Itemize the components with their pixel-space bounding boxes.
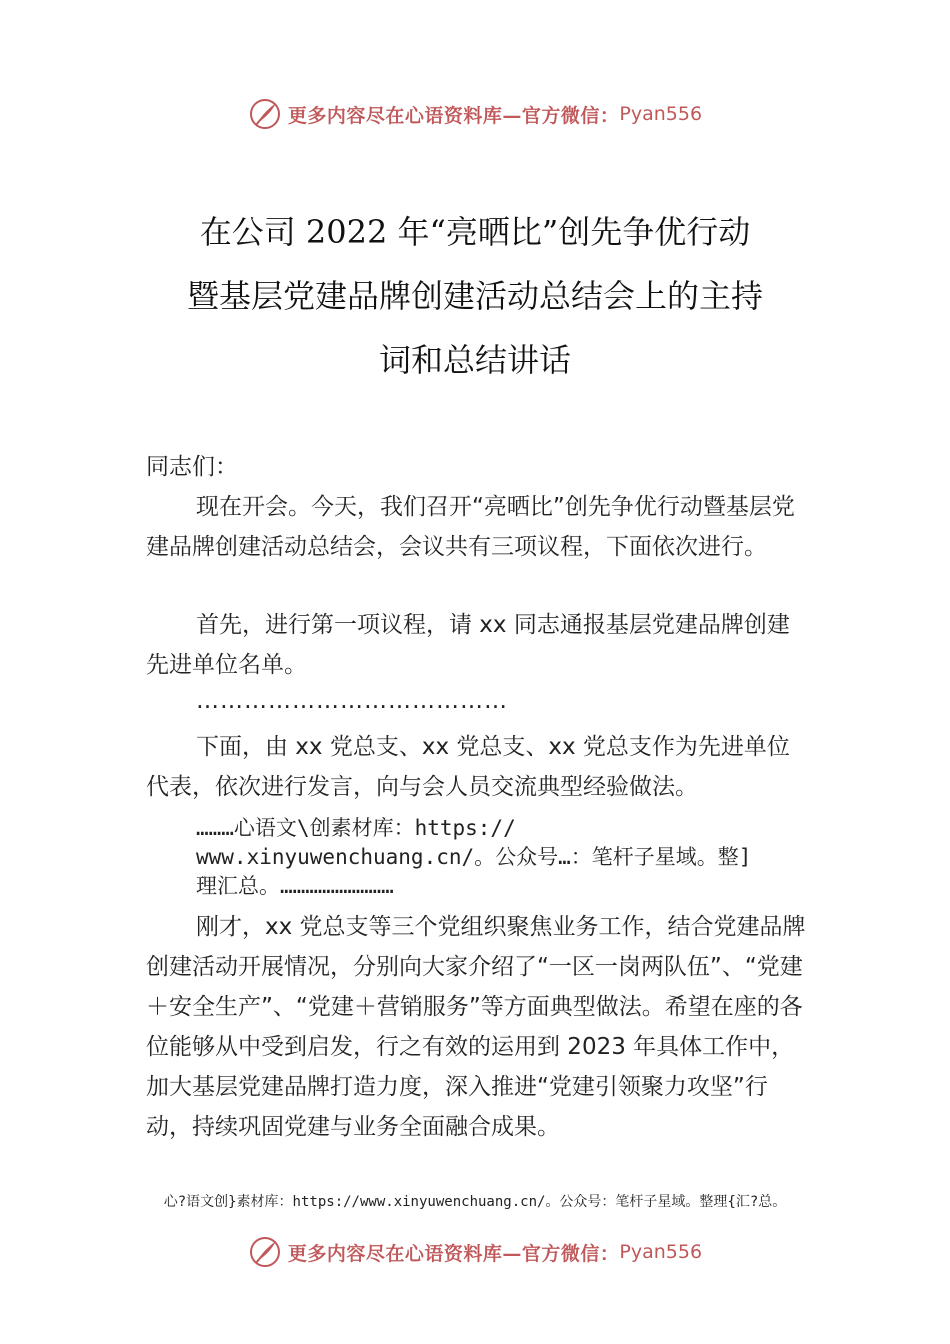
paragraph-3: 下面，由 xx 党总支、xx 党总支、xx 党总支作为先进单位代表，依次进行发言，向与会人员交流典型经验做法。 — [146, 734, 790, 800]
source-line-2: www.xinyuwenchuang.cn/。公众号…：笔杆子星域。整] — [196, 845, 752, 869]
footer-source-note: 心?语文创}素材库：https://www.xinyuwenchuang.cn/。公众号：笔杆子星域。整理{汇?总。 — [163, 1194, 787, 1210]
document-title — [120, 200, 830, 392]
source-line-3: 理汇总。……………………… — [196, 874, 394, 898]
title-line-3: 词和总结讲话 — [378, 341, 571, 379]
header-wechat-id: Pyan556 — [619, 103, 703, 125]
title-line-1: 在公司 2022 年“亮晒比”创先争优行动 — [199, 213, 751, 251]
header-banner-text: 更多内容尽在心语资料库—官方微信： — [287, 104, 620, 127]
quill-logo-icon — [248, 1235, 282, 1269]
source-line-1: ………心语文\创素材库：https:// — [196, 816, 516, 840]
footer-wechat-id: Pyan556 — [619, 1241, 703, 1263]
paragraph-4: 刚才，xx 党总支等三个党组织聚焦业务工作，结合党建品牌创建活动开展情况，分别向大家介绍了“一区一岗两队伍”、“党建＋安全生产”、“党建＋营销服务”等方面典型做法。希望在座的各位能够从中受到启发，行之有效的运用到 2023 年具体工作中，加大基层党建品牌打造力度，深入推进“党建引领聚力攻坚”行动，持续巩固党建与业务全面融合成果。 — [146, 914, 806, 1140]
footer-banner-text: 更多内容尽在心语资料库—官方微信： — [287, 1242, 620, 1265]
greeting: 同志们： — [146, 454, 238, 480]
source-note — [196, 814, 826, 901]
title-line-2: 暨基层党建品牌创建活动总结会上的主持 — [186, 277, 763, 315]
paragraph-1: 现在开会。今天，我们召开“亮晒比”创先争优行动暨基层党建品牌创建活动总结会，会议共有三项议程，下面依次进行。 — [146, 494, 795, 560]
header-banner — [0, 94, 950, 134]
ellipsis-line-1: ………………………………… — [196, 688, 508, 714]
footer-banner — [0, 1232, 950, 1272]
paragraph-2: 首先，进行第一项议程，请 xx 同志通报基层党建品牌创建先进单位名单。 — [146, 612, 790, 678]
quill-logo-icon — [248, 97, 282, 131]
